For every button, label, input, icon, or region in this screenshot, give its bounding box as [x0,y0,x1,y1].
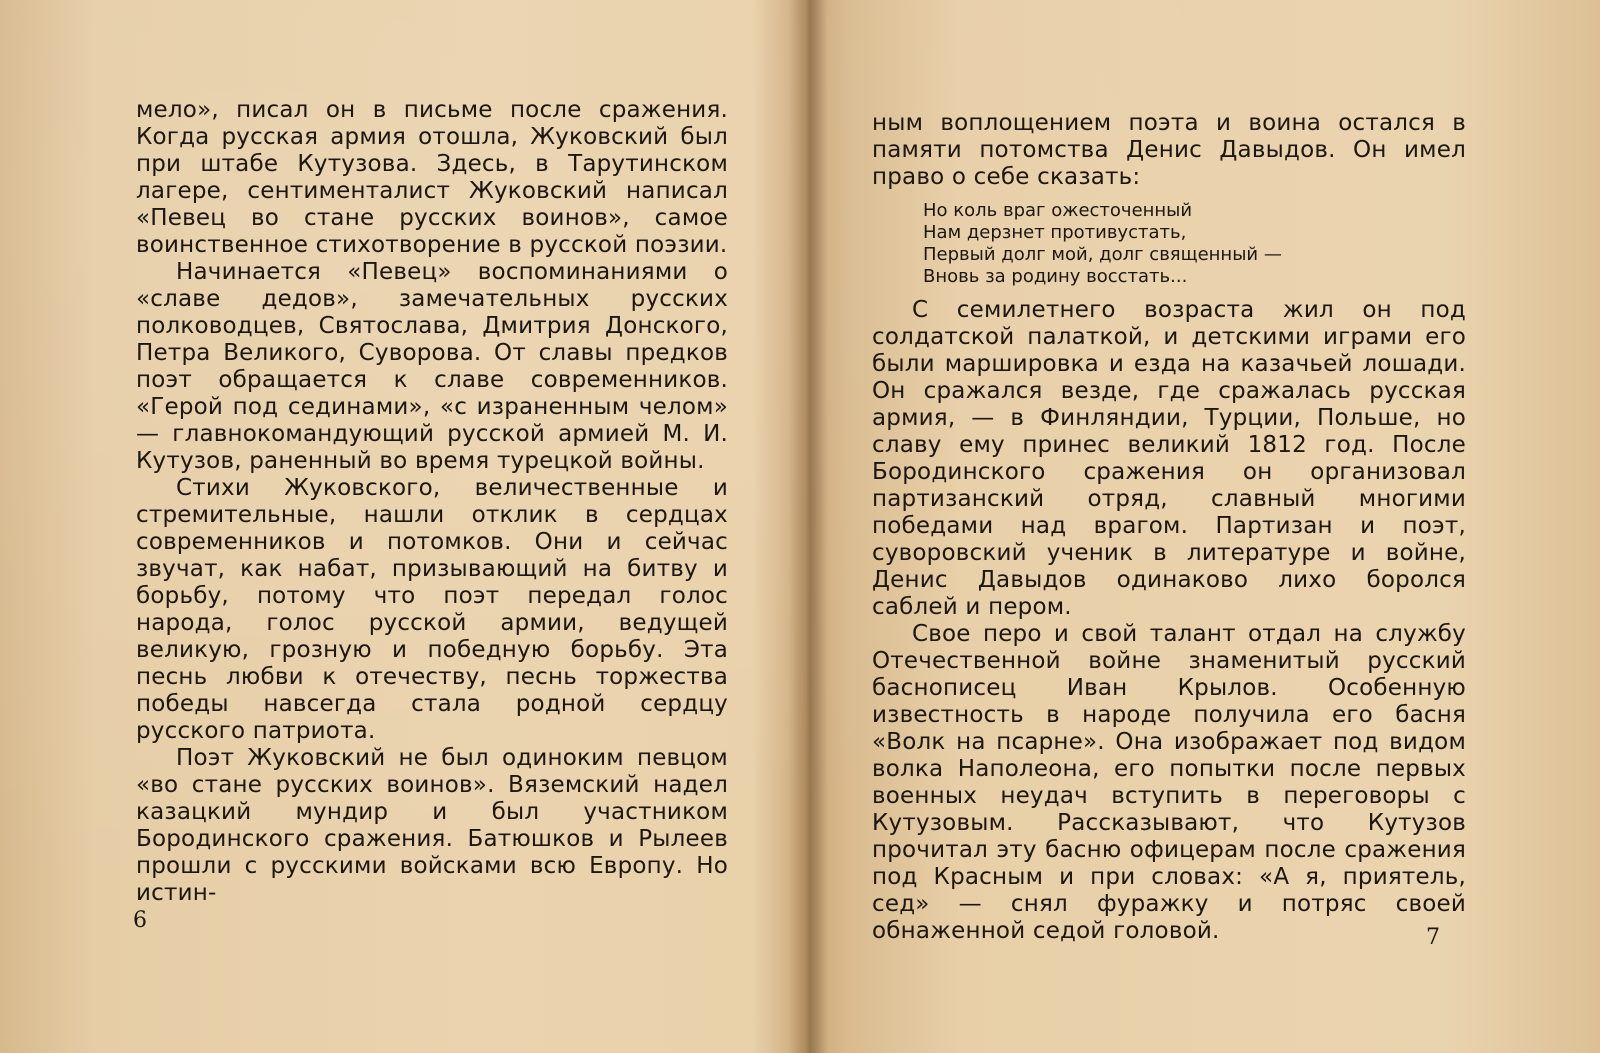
right-page [800,0,1600,1053]
page-number: 6 [133,908,147,933]
paragraph: мело», писал он в письме после сражения. Когда русская армия отошла, Жуковский был при штабе Кутузова. Здесь, в Тарутинском лагере, сентименталист Жуковский написал «Певец во стане русских воинов», самое воинственное стихотворение в русской поэзии. [136,97,728,258]
poem-quote [923,200,1282,288]
left-page-text [136,97,728,907]
right-page-intro-text [872,110,1466,191]
poem-line: Но коль враг ожесточенный [923,200,1193,221]
right-page-text [872,297,1466,945]
poem-line: Нам дерзнет противустать, [923,222,1187,243]
paragraph: Поэт Жуковский не был одиноким певцом «во стане русских воинов». Вяземский надел казацкий мундир и был участником Бородинского сражения. Батюшков и Рылеев прошли с русскими войсками всю Европу. Но истин- [136,745,728,906]
poem-line: Вновь за родину восстать... [923,266,1188,287]
paragraph: Стихи Жуковского, величественные и стремительные, нашли отклик в сердцах современников и потомков. Они и сейчас звучат, как набат, призывающий на битву и борьбу, потому что поэт передал голос народа, голос русской армии, ведущей великую, грозную и победную борьбу. Эта песнь любви к отечеству, песнь торжества победы навсегда стала родной сердцу русского патриота. [136,475,728,744]
page-number: 7 [1426,925,1440,950]
paragraph: С семилетнего возраста жил он под солдатской палаткой, и детскими играми его были маршировка и езда на казачьей лошади. Он сражался везде, где сражалась русская армия, — в Финляндии, Турции, Польше, но славу ему принес великий 1812 год. После Бородинского сражения он организовал партизанский отряд, славный многими победами над врагом. Партизан и поэт, суворовский ученик в литературе и войне, Денис Давыдов одинаково лихо боролся саблей и пером. [872,297,1466,620]
paragraph: Свое перо и свой талант отдал на службу Отечественной войне знаменитый русский баснописец Иван Крылов. Особенную известность в народе получила его басня «Волк на псарне». Она изображает под видом волка Наполеона, его попытки после первых военных неудач вступить в переговоры с Кутузовым. Рассказывают, что Кутузов прочитал эту басню офицерам после сражения под Красным и при словах: «А я, приятель, сед» — снял фуражку и потряс своей обнаженной седой головой. [872,621,1466,944]
poem-line: Первый долг мой, долг священный — [923,244,1282,265]
paragraph: Начинается «Певец» воспоминаниями о «славе дедов», замечательных русских полководцев, Святослава, Дмитрия Донского, Петра Великого, Суворова. От славы предков поэт обращается к славе современников. «Герой под сединами», «с израненным челом» — главнокомандующий русской армией М. И. Кутузов, раненный во время турецкой войны. [136,259,728,474]
paragraph: ным воплощением поэта и воина остался в памяти потомства Денис Давыдов. Он имел право о себе сказать: [872,110,1466,190]
